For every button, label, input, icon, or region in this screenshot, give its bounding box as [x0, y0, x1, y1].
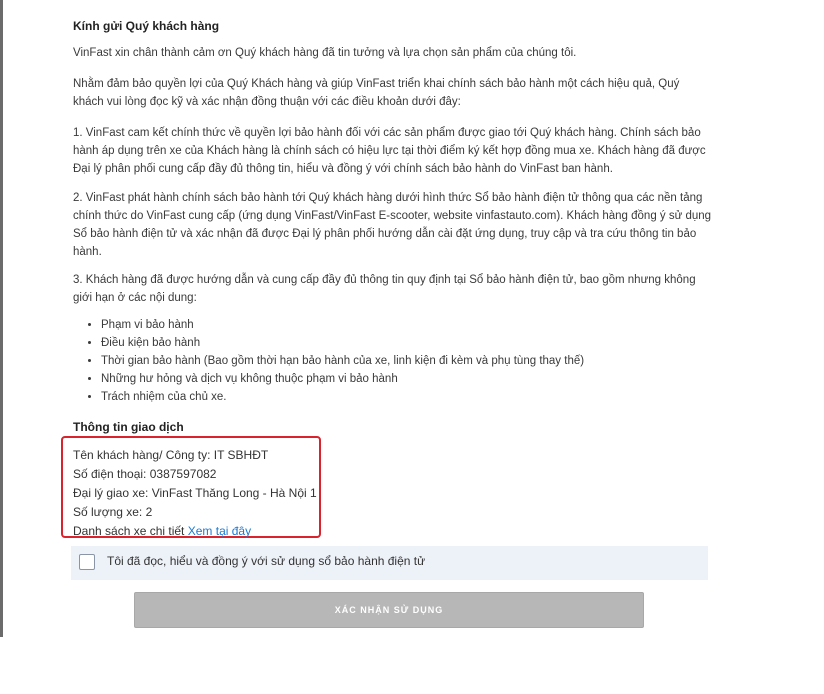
list-item: • Những hư hỏng và dịch vụ không thuộc phạm vi bảo hành: [101, 370, 721, 388]
letter-paragraph-intro: Nhằm đảm bảo quyền lợi của Quý Khách hàng và giúp VinFast triển khai chính sách bảo hành một cách hiệu quả, Quý khách vui lòng đọc kỹ và xác nhận đồng thuận với các điều khoản dưới đây:: [73, 78, 680, 108]
phone-number: Số điện thoại: 0387597082: [73, 467, 217, 481]
letter-clause-3: 3. Khách hàng đã được hướng dẫn và cung cấp đầy đủ thông tin quy định tại Sổ bảo hành điện tử, bao gồm nhưng không giới hạn ở các nội dung:: [73, 274, 696, 304]
letter-paragraph-thanks: VinFast xin chân thành cảm ơn Quý khách hàng đã tin tưởng và lựa chọn sản phẩm của chúng tôi.: [73, 47, 577, 59]
consent-row[interactable]: [71, 546, 708, 580]
customer-name: Tên khách hàng/ Công ty: IT SBHĐT: [73, 448, 269, 462]
consent-checkbox[interactable]: [79, 554, 95, 570]
confirm-use-button[interactable]: XÁC NHẬN SỬ DỤNG: [134, 592, 644, 628]
transaction-info: [73, 446, 317, 541]
vehicle-quantity: Số lượng xe: 2: [73, 505, 153, 519]
consent-label[interactable]: Tôi đã đọc, hiểu và đồng ý với sử dụng sổ bảo hành điện tử: [107, 554, 426, 568]
warranty-content-list: [73, 316, 721, 406]
letter-clause-2: 2. VinFast phát hành chính sách bảo hành tới Quý khách hàng dưới hình thức Sổ bảo hành điện tử thông qua các nền tảng chính thức do VinFast cung cấp (ứng dụng VinFast/VinFast E-scooter, website vinfastauto.com). Khách hàng đồng ý sử dụng Sổ bảo hành điện tử và xác nhận đã được Đại lý phân phối hướng dẫn cài đặt ứng dụng, truy cập và tra cứu thông tin bảo hành.: [73, 192, 712, 258]
list-item: • Trách nhiệm của chủ xe.: [101, 388, 721, 406]
delivery-dealer: Đại lý giao xe: VinFast Thăng Long - Hà Nội 1: [73, 486, 317, 500]
vehicle-list-row: [73, 522, 317, 541]
list-item: • Phạm vi bảo hành: [101, 316, 721, 334]
view-here-link[interactable]: Xem tại đây: [187, 524, 252, 538]
letter-greeting: Kính gửi Quý khách hàng: [73, 19, 220, 33]
vehicle-list-label: Danh sách xe chi tiết: [73, 524, 188, 538]
list-item: • Thời gian bảo hành (Bao gồm thời hạn bảo hành của xe, linh kiện đi kèm và phụ tùng thay thế): [101, 352, 721, 370]
list-item: • Điều kiện bảo hành: [101, 334, 721, 352]
letter-clause-1: 1. VinFast cam kết chính thức về quyền lợi bảo hành đối với các sản phẩm được giao tới Quý khách hàng. Chính sách bảo hành áp dụng trên xe của Khách hàng là chính sách có hiệu lực tại thời điểm ký kết hợp đồng mua xe. Khách hàng đã được Đại lý phân phối cung cấp đầy đủ thông tin, hiểu và đồng ý với chính sách bảo hành do VinFast ban hành.: [73, 127, 706, 175]
left-border-line: [0, 0, 3, 637]
transaction-section-title: Thông tin giao dịch: [73, 420, 184, 434]
